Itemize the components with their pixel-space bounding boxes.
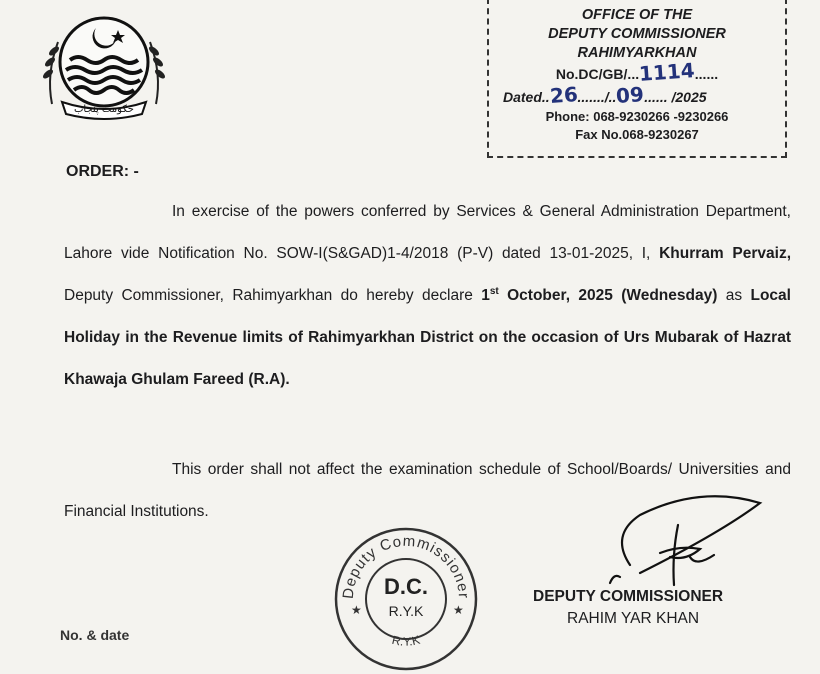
dated-month: 09 xyxy=(615,82,646,108)
stamp-ring-text: Deputy Commissioner xyxy=(339,532,473,600)
stamp-ring-bottom: R.Y.K xyxy=(390,632,422,649)
reference-handwritten-number: 1114 xyxy=(638,58,696,86)
office-line-3: RAHIMYARKHAN xyxy=(577,45,697,61)
signatory-place: RAHIM YAR KHAN xyxy=(567,610,700,627)
star-icon: ★ xyxy=(453,603,464,617)
fax-line: Fax No.068-9230267 xyxy=(575,127,699,142)
commissioner-name: Khurram Pervaiz, xyxy=(659,245,791,262)
signatory-title: DEPUTY COMMISSIONER xyxy=(533,588,724,605)
phone-line: Phone: 068-9230266 -9230266 xyxy=(545,109,729,124)
footer-cut-text: No. & date xyxy=(60,627,130,643)
office-line-2: DEPUTY COMMISSIONER xyxy=(548,26,726,42)
emblem-caption: حکومت پنجاب xyxy=(74,104,134,115)
office-header-box xyxy=(487,0,787,158)
dc-office-stamp xyxy=(331,524,481,674)
order-paragraph-1: In exercise of the powers conferred by Services & General Administration Department, Lahore vide Notification No. SOW-I(S&GAD)1-4/2018 (P-V) dated 13-01-2025, I, Khurram Pervaiz, Deputy Commissioner, Rahimyarkhan do hereby declare 1st October, 2025 (Wednesday) as Local Holiday in the Revenue limits of Rahimyarkhan District on the occasion of Urs Mubarak of Hazrat Khawaja Ghulam Fareed (R.A). xyxy=(64,203,791,388)
star-icon: ★ xyxy=(351,603,362,617)
dated-line: Dated..26......./..09...... /2025 xyxy=(503,82,707,108)
signature xyxy=(590,495,770,595)
signatory-block xyxy=(533,586,773,630)
stamp-center-bottom: R.Y.K xyxy=(388,603,424,619)
holiday-declaration: Local Holiday in the Revenue limits of Rahimyarkhan District on the occasion of Urs Mubarak of Hazrat Khawaja Ghulam Fareed (R.A). xyxy=(64,287,791,388)
svg-text:R.Y.K xyxy=(391,633,422,649)
order-heading: ORDER: - xyxy=(66,163,139,180)
reference-number: No.DC/GB/...1114...... xyxy=(555,58,719,86)
stamp-center-top: D.C. xyxy=(384,574,428,599)
punjab-emblem xyxy=(26,4,182,132)
holiday-date: 1st October, 2025 (Wednesday) xyxy=(481,285,718,304)
dated-day: 26 xyxy=(548,82,579,108)
order-paragraph-2: This order shall not affect the examination schedule of School/Boards/ Universities and Financial Institutions. xyxy=(64,461,791,520)
office-line-1: OFFICE OF THE xyxy=(581,7,693,23)
